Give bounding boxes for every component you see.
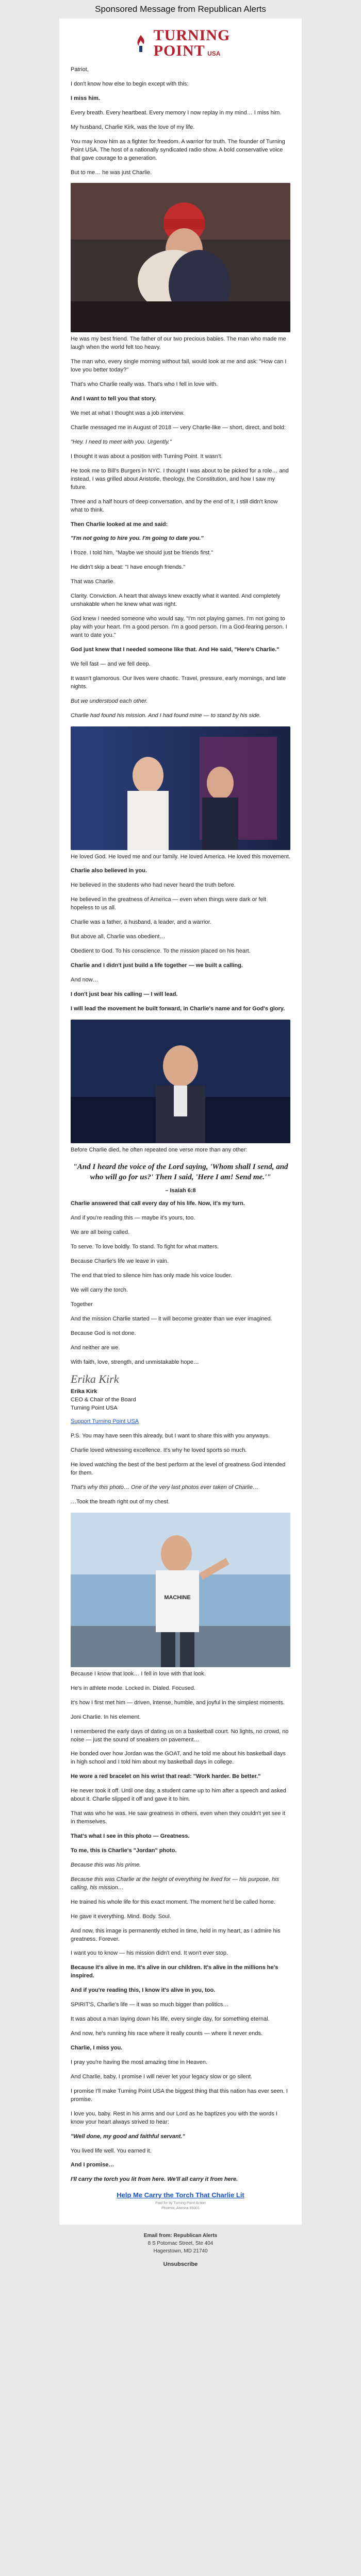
paragraph: God just knew that I needed someone like that. And He said, "Here's Charlie." bbox=[71, 646, 280, 653]
paragraph: We will carry the torch. bbox=[71, 1286, 128, 1293]
paragraph: He never took it off. Until one day, a student came up to him after a speech and asked about it. Charlie slipped it off and gave it to him. bbox=[71, 1788, 286, 1803]
paragraph: I don't just bear his calling — I will lead. bbox=[71, 991, 178, 997]
paragraph: He loved watching the best of the best perform at the level of greatness God intended for them. bbox=[71, 1462, 286, 1476]
paragraph: And I want to tell you that story. bbox=[71, 396, 157, 402]
paragraph: Charlie had found his mission. And I had found mine — to stand by his side. bbox=[71, 712, 261, 719]
paragraph: I miss him. bbox=[71, 95, 100, 101]
paragraph: And I promise… bbox=[71, 2162, 114, 2168]
turning-point-logo bbox=[71, 28, 290, 59]
paragraph: He took me to Bill's Burgers in NYC. I thought I was about to be picked for a role… and instead, I was grilled about Aristotle, theology, the Constitution, and how I saw my future. bbox=[71, 467, 289, 490]
photo-athlete bbox=[71, 1513, 290, 1667]
paragraph: He's in athlete mode. Locked in. Dialed. Focused. bbox=[71, 1685, 195, 1691]
paragraph: And the mission Charlie started — it will become greater than we ever imagined. bbox=[71, 1315, 272, 1322]
paragraph: Joni Charlie. In his element. bbox=[71, 1714, 141, 1720]
paragraph: And Charlie, baby, I promise I will never let your legacy slow or go silent. bbox=[71, 2073, 252, 2080]
paragraph: "Hey. I need to meet with you. Urgently." bbox=[71, 438, 172, 445]
paragraph: Clarity. Conviction. A heart that always knew exactly what it wanted. And completely unshakable when he knew what was right. bbox=[71, 593, 281, 608]
paragraph: He didn't skip a beat: "I have enough friends." bbox=[71, 564, 186, 571]
paragraph: I thought it was about a position with Turning Point. It wasn't. bbox=[71, 453, 223, 460]
photo3-caption: Before Charlie died, he often repeated one verse more than any other: bbox=[71, 1146, 248, 1153]
paragraph: The man who, every single morning without fail, would look at me and ask: "How can I love you better today?" bbox=[71, 359, 287, 374]
paragraph: I promise I'll make Turning Point USA the biggest thing that this nation has ever seen. I promise. bbox=[71, 2088, 288, 2103]
paragraph: You lived life well. You earned it. bbox=[71, 2147, 152, 2154]
paragraph: It was about a man laying down his life, every single day, for something eternal. bbox=[71, 2016, 270, 2023]
paragraph: I froze. I told him, "Maybe we should just be friends first." bbox=[71, 550, 214, 556]
paragraph: And if you're reading this, I know it's alive in you, too. bbox=[71, 1987, 216, 1994]
verse-reference: – Isaiah 6:8 bbox=[165, 1188, 196, 1194]
paragraph: To serve. To love boldly. To stand. To fight for what matters. bbox=[71, 1244, 219, 1250]
paragraph: And now, he's running his race where it really counts — where it never ends. bbox=[71, 2030, 263, 2037]
paragraph: The end that tried to silence him has only made his voice louder. bbox=[71, 1272, 233, 1279]
paragraph: Charlie also believed in you. bbox=[71, 868, 147, 874]
unsubscribe-link[interactable]: Unsubscribe bbox=[163, 2261, 198, 2267]
paragraph: We fell fast — and we fell deep. bbox=[71, 660, 151, 667]
footer-from: Email from: Republican Alerts bbox=[143, 2232, 218, 2239]
paragraph: I remembered the early days of dating us on a basketball court. No lights, no crowd, no noise — just the sound of sneakers on pavement… bbox=[71, 1728, 289, 1743]
verse-quote: "And I heard the voice of the Lord saying, 'Whom shall I send, and who will go for us?' Then I said, 'Here I am! Send me.'" bbox=[73, 1162, 288, 1181]
paragraph: P.S. You may have seen this already, but I want to share this with you anyways. bbox=[71, 1433, 270, 1439]
paragraph: Charlie and I didn't just build a life together — we built a calling. bbox=[71, 962, 243, 969]
paragraph: God knew I needed someone who would say, "I'm not playing games. I'm not going to play with your heart. I'm a good person. I'm a good person. I'm a God-fearing person. I want to date you." bbox=[71, 616, 287, 638]
photo-couple bbox=[71, 183, 290, 332]
torch-icon bbox=[131, 33, 151, 53]
paragraph: I'll carry the torch you lit from here. We'll all carry it from here. bbox=[71, 2176, 238, 2183]
sponsor-text: Sponsored Message from Republican Alerts bbox=[95, 4, 266, 14]
paragraph: To me, this is Charlie's "Jordan" photo. bbox=[71, 1847, 177, 1854]
paragraph: It wasn't glamorous. Our lives were chaotic. Travel, pressure, early mornings, and late nights. bbox=[71, 675, 286, 690]
paragraph: You may know him as a fighter for freedom. A warrior for truth. The founder of Turning Point USA. The host of a nationally syndicated radio show. A bold conservative voice that gave courage to a generation. bbox=[71, 138, 285, 161]
paragraph: We met at what I thought was a job interview. bbox=[71, 410, 185, 417]
intro-section bbox=[71, 66, 290, 177]
photo-speaker bbox=[71, 1020, 290, 1143]
paragraph: But we understood each other. bbox=[71, 698, 148, 704]
photo4-caption: Because I know that look… I fell in love with that look. bbox=[71, 1670, 206, 1677]
paragraph: He believed in the greatness of America — even when things were dark or felt hopeless to us all. bbox=[71, 896, 267, 911]
paragraph: He wore a red bracelet on his wrist that read: "Work harder. Be better." bbox=[71, 1773, 261, 1780]
jersey-text: MACHINE bbox=[164, 1594, 191, 1601]
paragraph: But to me… he was just Charlie. bbox=[71, 169, 152, 176]
photo-stage bbox=[71, 726, 290, 850]
paragraph: "Well done, my good and faithful servant." bbox=[71, 2133, 185, 2140]
paragraph: Charlie messaged me in August of 2018 — very Charlie-like — short, direct, and bold: bbox=[71, 425, 286, 431]
footer-address1: 8 S Potomac Street, Ste 404 bbox=[147, 2240, 214, 2246]
paragraph: And now… bbox=[71, 976, 99, 983]
logo-line1: TURNING bbox=[153, 27, 231, 44]
paragraph: He believed in the students who had never heard the truth before. bbox=[71, 882, 236, 889]
paragraph: Every breath. Every heartbeat. Every memory I now replay in my mind… I miss him. bbox=[71, 109, 282, 116]
signature-script: Erika Kirk bbox=[71, 1372, 119, 1386]
paragraph: I want you to know — his mission didn't end. It won't ever stop. bbox=[71, 1950, 228, 1957]
paragraph: That's what I see in this photo — Greatness. bbox=[71, 1833, 190, 1839]
paragraph: With faith, love, strength, and unmistakable hope… bbox=[71, 1359, 199, 1365]
paragraph: Because Charlie's life we leave in vain. bbox=[71, 1258, 169, 1264]
footer-address2: Hagerstown, MD 21740 bbox=[153, 2248, 208, 2254]
signer-name: Erika Kirk bbox=[71, 1388, 97, 1395]
photo1-caption: He was my best friend. The father of our two precious babies. The man who made me laugh when the world felt too heavy. bbox=[71, 336, 286, 351]
paragraph: …Took the breath right out of my chest. bbox=[71, 1498, 170, 1505]
paragraph: That was who he was. He saw greatness in others, even when they couldn't yet see it in themselves. bbox=[71, 1810, 286, 1825]
paragraph: But above all, Charlie was obedient… bbox=[71, 934, 166, 940]
paragraph: Because this was Charlie at the height of everything he lived for — his purpose, his calling, his mission… bbox=[71, 1876, 280, 1891]
paragraph: That's who Charlie really was. That's who I fell in love with. bbox=[71, 381, 218, 388]
fine-print-line2: Phoenix, Arizona 85001 bbox=[161, 2207, 200, 2211]
paragraph: Charlie answered that call every day of his life. Now, it's my turn. bbox=[71, 1200, 245, 1207]
paragraph: That was Charlie. bbox=[71, 579, 115, 585]
paragraph: Patriot, bbox=[71, 66, 89, 73]
sponsor-banner bbox=[0, 0, 361, 19]
paragraph: "I'm not going to hire you. I'm going to date you." bbox=[71, 535, 204, 542]
paragraph: Because it's alive in me. It's alive in our children. It's alive in the millions he's inspired. bbox=[71, 1964, 278, 1979]
carry-torch-link[interactable]: Help Me Carry the Torch That Charlie Lit bbox=[117, 2191, 244, 2199]
paragraph: Three and a half hours of deep conversation, and by the end of it, I still didn't know what to think. bbox=[71, 498, 278, 513]
paragraph: And if you're reading this — maybe it's yours, too. bbox=[71, 1215, 195, 1222]
paragraph: And now, this image is permanently etched in time, held in my heart, as I admire his greatness. Forever. bbox=[71, 1927, 281, 1942]
paragraph: I pray you're having the most amazing time in Heaven. bbox=[71, 2059, 208, 2065]
email-footer bbox=[59, 2232, 302, 2284]
paragraph: Because God is not done. bbox=[71, 1330, 136, 1336]
signer-title: CEO & Chair of the Board bbox=[71, 1397, 136, 1403]
paragraph: Obedient to God. To his conscience. To the mission placed on his heart. bbox=[71, 948, 251, 955]
signer-org: Turning Point USA bbox=[71, 1405, 118, 1412]
ps-section bbox=[71, 1432, 290, 1506]
paragraph: Charlie loved witnessing excellence. It's why he loved sports so much. bbox=[71, 1447, 247, 1454]
belief-section bbox=[71, 867, 290, 1013]
closing-section bbox=[71, 1685, 290, 2184]
paragraph: It's how I first met him — driven, intense, humble, and joyful in the simplest moments. bbox=[71, 1699, 285, 1706]
logo-line3: USA bbox=[207, 50, 221, 57]
paragraph: Because this was his prime. bbox=[71, 1861, 141, 1868]
email-card bbox=[59, 19, 302, 2225]
support-link[interactable]: Support Turning Point USA bbox=[71, 1418, 139, 1425]
paragraph: He bonded over how Jordan was the GOAT, and he told me about his basketball days in high school and I told him about my basketball days in college. bbox=[71, 1751, 286, 1766]
paragraph: Charlie was a father, a husband, a leader, and a warrior. bbox=[71, 919, 211, 926]
fine-print-line1: Paid for by Turning Point Action bbox=[155, 2201, 206, 2206]
paragraph: He gave it everything. Mind. Body. Soul. bbox=[71, 1913, 171, 1920]
fine-print bbox=[71, 2201, 290, 2211]
paragraph: Then Charlie looked at me and said: bbox=[71, 521, 168, 528]
paragraph: And neither are we. bbox=[71, 1344, 120, 1351]
paragraph: We are all being called. bbox=[71, 1229, 130, 1236]
paragraph: I will lead the movement he built forward, in Charlie's name and for God's glory. bbox=[71, 1005, 285, 1012]
story-section bbox=[71, 358, 290, 720]
paragraph: SPIRIT'S, Charlie's life — it was so much bigger than politics… bbox=[71, 2002, 229, 2008]
paragraph: My husband, Charlie Kirk, was the love of my life. bbox=[71, 124, 195, 130]
calling-section bbox=[71, 1200, 290, 1366]
paragraph: Charlie, I miss you. bbox=[71, 2045, 123, 2051]
paragraph: He trained his whole life for this exact moment. The moment he'd be called home. bbox=[71, 1899, 275, 1905]
logo-line2: POINT bbox=[153, 42, 205, 59]
paragraph: I love you, baby. Rest in his arms and our Lord as he baptizes you with the words I know your heart always strived to hear: bbox=[71, 2110, 277, 2125]
paragraph: I don't know how else to begin except with this: bbox=[71, 80, 189, 87]
paragraph: Together bbox=[71, 1301, 93, 1308]
paragraph: That's why this photo… One of the very last photos ever taken of Charlie… bbox=[71, 1484, 259, 1490]
photo2-caption: He loved God. He loved me and our family. He loved America. He loved this movement. bbox=[71, 853, 290, 860]
